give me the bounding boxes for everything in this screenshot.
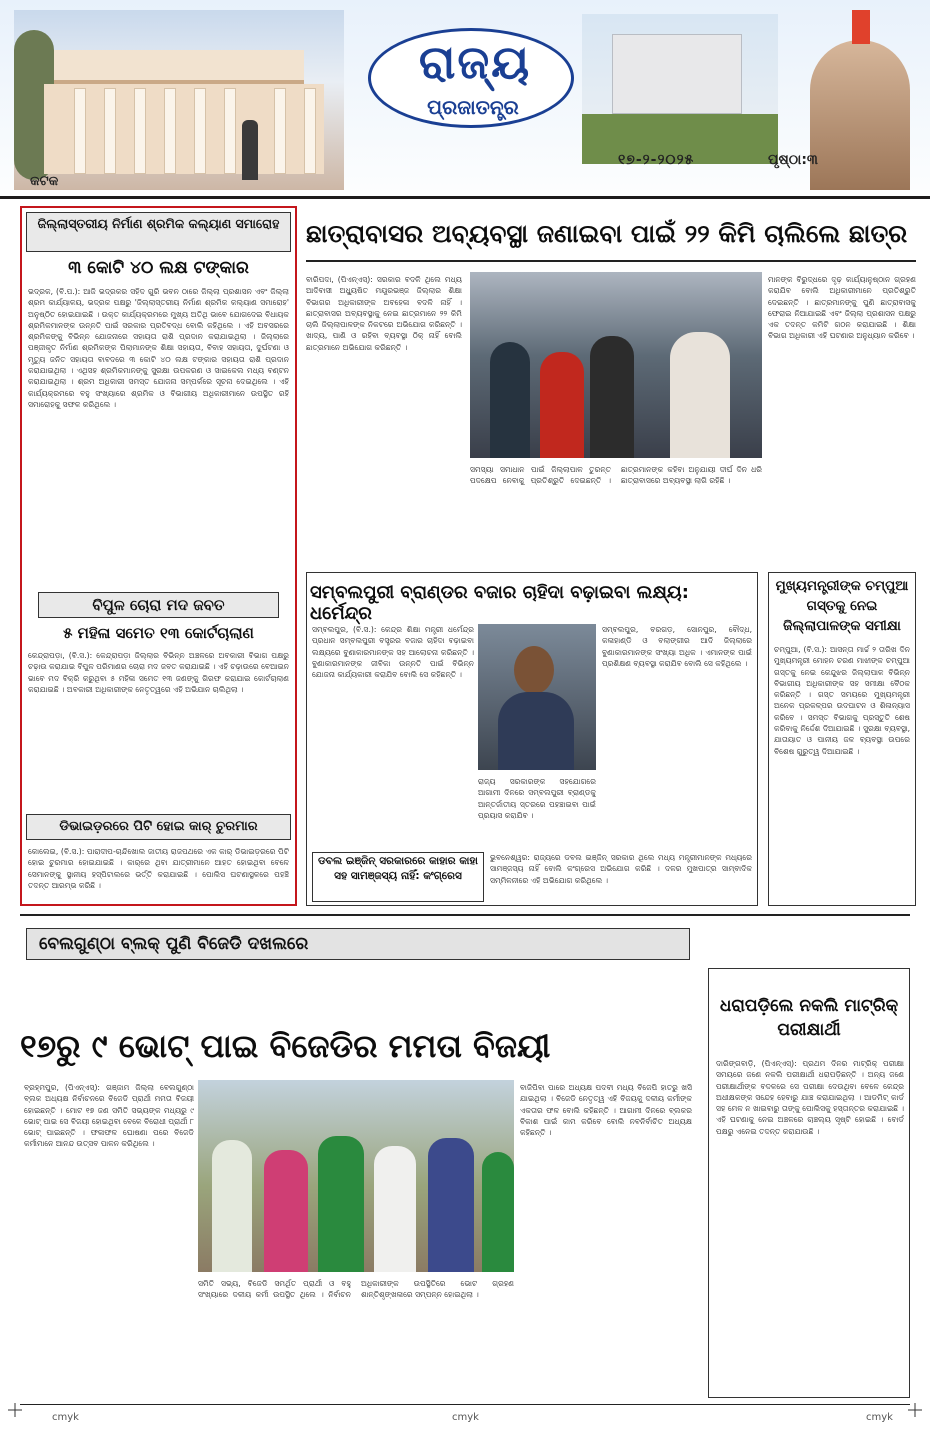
cmyk-mark-right: cmyk: [866, 1412, 893, 1423]
cm-headline: ମୁଖ୍ୟମନ୍ତ୍ରୀଙ୍କ ଚମ୍ପୁଆ ଗସ୍ତକୁ ନେଇ ଜିଲ୍ଲାପାଳଙ୍କ ସମୀକ୍ଷା: [775, 578, 909, 634]
article2-headline: ୫ ମହିଳା ସମେତ ୧୩ କୋର୍ଟଚାଲାଣ: [63, 624, 254, 642]
cmyk-mark-left: cmyk: [52, 1412, 79, 1423]
issue-date: ୧୭-୨-୨୦୨୫: [618, 152, 695, 168]
lead-body-a: ବାରିପଦା, (ପିଏନ୍‌ଏସ୍): ସରକାର ବଦଳି ଥିଲେ ମଧ୍ୟ ଆଦିବାସୀ ଅଧ୍ୟୁଷିତ ମୟୂରଭଞ୍ଜ ଜିଲ୍ଲାର ଶିକ୍ଷା ବିଭାଗର ଅଧିକାରୀଙ୍କ ଅବହେଳା ବଦଳି ନାହିଁ । ଛାତ୍ରାବାସର ଅବ୍ୟବସ୍ଥାକୁ ନେଇ ଛାତ୍ରମାନେ ୨୨ କିମି ଚାଲି ଜିଲ୍ଲାପାଳଙ୍କ ନିକଟରେ ଅଭିଯୋଗ କରିଛନ୍ତି । ଖାଦ୍ୟ, ପାଣି ଓ ରହିବା ବ୍ୟବସ୍ଥା ଠିକ୍ ନାହିଁ ବୋଲି ଛାତ୍ରମାନେ ଅଭିଯୋଗ କରିଛନ୍ତି ।: [306, 275, 462, 352]
footer-rule: [20, 1404, 910, 1405]
masthead: [0, 0, 930, 200]
pradhan-headline: ସମ୍ବଲପୁରୀ ବ୍ରାଣ୍ଡର ବଜାର ଚାହିଦା ବଢ଼ାଇବା ଲକ୍ଷ୍ୟ: ଧର୍ମେନ୍ଦ୍ର: [310, 582, 689, 624]
cmyk-mark-center: cmyk: [452, 1412, 479, 1423]
section-divider: [20, 914, 910, 916]
article2-kicker: ବିପୁଳ ଚୋରା ମଦ ଜବତ: [38, 592, 279, 618]
exam-headline: ଧରାପଡ଼ିଲେ ନକଲି ମାଟ୍ରିକ୍ ପରୀକ୍ଷାର୍ଥୀ: [719, 996, 899, 1040]
bjd-body-b: ସମିତି ସଭ୍ୟ, ବିଜେଡି ସମର୍ଥିତ ପ୍ରାର୍ଥୀ ଓ ବହୁ ସଂଖ୍ୟାରେ ଦଳୀୟ କର୍ମୀ ଉପସ୍ଥିତ ଥିଲେ । ନିର୍ବାଚନ ଅଧିକାରୀଙ୍କ ଉପସ୍ଥିତିରେ ଭୋଟ ଗ୍ରହଣ ଶାନ୍ତିଶୃଙ୍ଖଳାରେ ସମ୍ପନ୍ନ ହୋଇଥିଲା ।: [198, 1279, 514, 1300]
secretariat-photo: [582, 14, 778, 164]
pradhan-body-c: ସମ୍ବଲପୁର, ବରଗଡ଼, ସୋନପୁର, ବୌଦ୍ଧ, କଳାହାଣ୍ଡି ଓ ବଲାଙ୍ଗୀର ଆଦି ଜିଲ୍ଲାରେ ବୁଣାକାରମାନଙ୍କ ସଂଖ୍ୟା ଅଧିକ । ଏମାନଙ୍କ ପାଇଁ ପ୍ରଶିକ୍ଷଣ ବ୍ୟବସ୍ଥା କରାଯିବ ବୋଲି ସେ କହିଥିଲେ ।: [602, 625, 752, 668]
page-number: ପୃଷ୍ଠା:୩: [768, 152, 818, 168]
pradhan-body-b: ରାଜ୍ୟ ସରକାରଙ୍କ ସହଯୋଗରେ ଆଗାମୀ ଦିନରେ ସମ୍ବଲପୁରୀ ବ୍ରାଣ୍ଡକୁ ଆନ୍ତର୍ଜାତୀୟ ସ୍ତରରେ ପହଞ୍ଚାଇବା ପାଇଁ ପ୍ରୟାସ କରାଯିବ ।: [478, 777, 596, 820]
article1-headline: ୩ କୋଟି ୪୦ ଲକ୍ଷ ଟଙ୍କାର: [68, 258, 249, 278]
article2-subbody: କୋଲେଇ, (ବି.ସ.): ପାରାଦୀପ-ଚାନ୍ଦିଖୋଲ ଜାତୀୟ ରାଜପଥରେ ଏକ କାର୍ ଡିଭାଇଡ଼ରରେ ପିଟି ହୋଇ ଚୁରମାର ହୋଇଯାଇଛି । କାର୍‌ରେ ଥିବା ଯାତ୍ରୀମାନେ ଆହତ ହୋଇଥିବା ବେଳେ ସେମାନଙ୍କୁ ସ୍ଥାନୀୟ ହସ୍ପିଟାଲରେ ଭର୍ତ୍ତି କରାଯାଇଛି । ପୋଲିସ ଘଟଣାସ୍ଥଳରେ ପହଞ୍ଚି ତଦନ୍ତ ଆରମ୍ଭ କରିଛି ।: [28, 847, 289, 890]
bjd-body-c: ବାଜିପିବା ପାରେ ଅଧ୍ୟକ୍ଷ ପଦବୀ ମଧ୍ୟ ବିଜେପି ହାତରୁ ଖସି ଯାଇଥିଲା । ବିଜେଡି ନେତୃତ୍ୱ ଏହି ବିଜୟକୁ ଦଳୀୟ କର୍ମୀଙ୍କ ଏକତାର ଫଳ ବୋଲି କହିଛନ୍ତି । ଆଗାମୀ ଦିନରେ ବ୍ଲକର ବିକାଶ ପାଇଁ କାମ କରିବେ ବୋଲି ନବନିର୍ବାଚିତ ଅଧ୍ୟକ୍ଷ କହିଛନ୍ତି ।: [520, 1083, 692, 1138]
cm-body: ଚମ୍ପୁଆ, (ବି.ସ.): ଆସନ୍ତା ମାର୍ଚ୍ଚ ୨ ତାରିଖ ଦିନ ମୁଖ୍ୟମନ୍ତ୍ରୀ ମୋହନ ଚରଣ ମାଝୀଙ୍କ ଚମ୍ପୁଆ ଗସ୍ତକୁ ନେଇ କେନ୍ଦୁଝର ଜିଲ୍ଲାପାଳ ବିଭିନ୍ନ ବିଭାଗୀୟ ଅଧିକାରୀଙ୍କ ସହ ସମୀକ୍ଷା ବୈଠକ କରିଛନ୍ତି । ଗସ୍ତ ସମୟରେ ମୁଖ୍ୟମନ୍ତ୍ରୀ ଅନେକ ପ୍ରକଳ୍ପର ଉଦଘାଟନ ଓ ଶିଳାନ୍ୟାସ କରିବେ । ସମସ୍ତ ବିଭାଗକୁ ପ୍ରସ୍ତୁତି ଶେଷ କରିବାକୁ ନିର୍ଦ୍ଦେଶ ଦିଆଯାଇଛି । ସୁରକ୍ଷା ବ୍ୟବସ୍ଥା, ଯାତାୟାତ ଓ ପାନୀୟ ଜଳ ବ୍ୟବସ୍ଥା ଉପରେ ବିଶେଷ ଗୁରୁତ୍ୱ ଦିଆଯାଇଛି ।: [774, 645, 910, 756]
logo-title: ରାଜ୍ୟ: [418, 35, 532, 89]
lead-rule: [306, 260, 916, 262]
article1-kicker: ଜିଲ୍ଲାସ୍ତରୀୟ ନିର୍ମାଣ ଶ୍ରମିକ କଲ୍ୟାଣ ସମାରୋହ: [26, 212, 291, 252]
lead-body-b: ସମସ୍ୟା ସମାଧାନ ପାଇଁ ଜିଲ୍ଲାପାଳ ତୁରନ୍ତ ପଦକ୍ଷେପ ନେବାକୁ ପ୍ରତିଶ୍ରୁତି ଦେଇଛନ୍ତି । ଛାତ୍ରମାନଙ୍କ କହିବା ଅନୁଯାୟୀ ଦୀର୍ଘ ଦିନ ଧରି ଛାତ୍ରାବାସରେ ଅବ୍ୟବସ୍ଥା ଲାଗି ରହିଛି ।: [470, 465, 762, 486]
bjd-headline: ୧୭ରୁ ୯ ଭୋଟ୍ ପାଇ ବିଜେଡିର ମମତା ବିଜୟୀ: [20, 1027, 551, 1065]
logo-subtitle: ପ୍ରଜାତନ୍ତ୍ର: [427, 95, 519, 119]
city-label: କଟକ: [30, 174, 59, 189]
article1-body: ଭଦ୍ରକ, (ବି.ପ.): ଆଜି ଭଦ୍ରକର ସହିଦ ଗୁରି ଭବନ ଠାରେ ଜିଲ୍ଲା ପ୍ରଶାସନ ଏବଂ ଜିଲ୍ଲା ଶ୍ରମ କାର୍ଯ୍ୟାଳୟ, ଭଦ୍ରକ ପକ୍ଷରୁ 'ଜିଲ୍ଲାସ୍ତରୀୟ ନିର୍ମାଣ ଶ୍ରମିକ କଲ୍ୟାଣ ସମାରୋହ' ଅନୁଷ୍ଠିତ ହୋଇଯାଇଛି । ଉକ୍ତ କାର୍ଯ୍ୟକ୍ରମରେ ମୁଖ୍ୟ ଅତିଥି ଭାବେ ଯୋଗଦେଇ ବିଧାୟକ ଶ୍ରମିକମାନଙ୍କ ଉନ୍ନତି ପାଇଁ ସରକାର ପ୍ରତିବଦ୍ଧ ବୋଲି କହିଥିଲେ । ଏହି ଅବସରରେ ଶ୍ରମିକଙ୍କୁ ବିଭିନ୍ନ ଯୋଜନାରେ ସହାୟତା ରାଶି ପ୍ରଦାନ କରାଯାଇଥିଲା । ଜିଲ୍ଲାରେ ପଞ୍ଜୀକୃତ ନିର୍ମାଣ ଶ୍ରମିକଙ୍କ ପିଲାମାନଙ୍କ ଶିକ୍ଷା ସହାୟତା, ବିବାହ ସହାୟତା, ଦୁର୍ଘଟଣା ଓ ମୃତ୍ୟୁ ଜନିତ ସହାୟତା ବାବଦରେ ୩ କୋଟି ୪୦ ଲକ୍ଷ ଟଙ୍କାର ସହାୟତା ରାଶି ପ୍ରଦାନ କରାଯାଇଥିଲା । ଏଥିସହ ଶ୍ରମିକମାନଙ୍କୁ ସୁରକ୍ଷା ଉପକରଣ ଓ ସାଇକେଲ ମଧ୍ୟ ବଣ୍ଟନ କରାଯାଇଥିଲା । ଶ୍ରମ ଅଧିକାରୀ ସମସ୍ତ ଯୋଜନା ସମ୍ପର୍କରେ ସୂଚନା ଦେଇଥିଲେ । ଏହି କାର୍ଯ୍ୟକ୍ରମରେ ବହୁ ସଂଖ୍ୟାରେ ଶ୍ରମିକ ଓ ବିଭାଗୀୟ ଅଧିକାରୀମାନେ ଉପସ୍ଥିତ ରହି ସମାରୋହକୁ ସଫଳ କରିଥିଲେ ।: [28, 287, 289, 409]
registration-mark-right-icon: [908, 1402, 922, 1416]
students-photo: [470, 272, 762, 458]
lead-headline: ଛାତ୍ରାବାସର ଅବ୍ୟବସ୍ଥା ଜଣାଇବା ପାଇଁ ୨୨ କିମି ଚାଲିଲେ ଛାତ୍ର: [306, 219, 908, 248]
header-divider: [0, 196, 930, 199]
article2-subhead: ଡିଭାଇଡ଼ରରେ ପିଟି ହୋଇ କାର୍ ଚୁରମାର: [26, 814, 291, 840]
article2-body: କେନ୍ଦ୍ରାପଡ଼ା, (ବି.ସ.): କେନ୍ଦ୍ରାପଡ଼ା ଜିଲ୍ଲାର ବିଭିନ୍ନ ଅଞ୍ଚଳରେ ଅବକାରୀ ବିଭାଗ ପକ୍ଷରୁ ଚଢ଼ାଉ କରାଯାଇ ବିପୁଳ ପରିମାଣର ଚୋରା ମଦ ଜବତ କରାଯାଇଛି । ଏହି ଚଢ଼ାଉରେ ବେଆଇନ ଭାବେ ମଦ ବିକ୍ରି କରୁଥିବା ୫ ମହିଳା ସମେତ ୧୩ ଜଣଙ୍କୁ ଗିରଫ କରାଯାଇ କୋର୍ଟଚାଲାଣ କରାଯାଇଛି । ଅବକାରୀ ଅଧିକାରୀଙ୍କ ନେତୃତ୍ୱରେ ଏହି ଅଭିଯାନ ଚାଲିଥିଲା ।: [28, 651, 289, 694]
pradhan-photo: [478, 624, 596, 770]
registration-mark-left-icon: [8, 1402, 22, 1416]
lead-body-c: ମାନଙ୍କ ବିରୁଦ୍ଧରେ ଦୃଢ଼ କାର୍ଯ୍ୟାନୁଷ୍ଠାନ ଗ୍ରହଣ କରାଯିବ ବୋଲି ଅଧିକାରୀମାନେ ପ୍ରତିଶ୍ରୁତି ଦେଇଛନ୍ତି । ଛାତ୍ରମାନଙ୍କୁ ପୁଣି ଛାତ୍ରାବାସକୁ ଫେରାଇ ନିଆଯାଇଛି ଏବଂ ଜିଲ୍ଲା ପ୍ରଶାସନ ପକ୍ଷରୁ ଏକ ତଦନ୍ତ କମିଟି ଗଠନ କରାଯାଇଛି । ଶିକ୍ଷା ବିଭାଗ ଅଧିକାରୀ ଏହି ଘଟଣାର ଅନୁଧ୍ୟାନ କରିବେ ।: [768, 275, 916, 341]
bjd-body-a: ବ୍ରହ୍ମପୁର, (ପିଏନ୍‌ଏସ୍): ଗଞ୍ଜାମ ଜିଲ୍ଲା ବେଲଗୁଣ୍ଠା ବ୍ଲକ ଅଧ୍ୟକ୍ଷ ନିର୍ବାଚନରେ ବିଜେଡି ପ୍ରାର୍ଥୀ ମମତା ବିଜୟୀ ହୋଇଛନ୍ତି । ମୋଟ ୧୭ ଜଣ ସମିତି ସଭ୍ୟଙ୍କ ମଧ୍ୟରୁ ୯ ଭୋଟ୍ ପାଇ ସେ ବିଜୟୀ ହୋଇଥିବା ବେଳେ ବିରୋଧୀ ପ୍ରାର୍ଥୀ ୮ ଭୋଟ୍ ପାଇଛନ୍ତି । ଫଳାଫଳ ଘୋଷଣା ପରେ ବିଜେଡି କର୍ମୀମାନେ ଆନନ୍ଦ ଉତ୍ସବ ପାଳନ କରିଥିଲେ ।: [24, 1083, 194, 1149]
congress-headline: ଡବଲ ଇଞ୍ଜିନ୍ ସରକାରରେ କାହାର କାହା ସହ ସାମଞ୍ଜସ୍ୟ ନାହିଁ: କଂଗ୍ରେସ: [318, 855, 478, 882]
pradhan-body-a: ସମ୍ବଲପୁର, (ବି.ସ.): କେନ୍ଦ୍ର ଶିକ୍ଷା ମନ୍ତ୍ରୀ ଧର୍ମେନ୍ଦ୍ର ପ୍ରଧାନ ସମ୍ବଲପୁରୀ ବସ୍ତ୍ରର ବଜାର ଚାହିଦା ବଢ଼ାଇବା ଲକ୍ଷ୍ୟରେ ବୁଣାକାରମାନଙ୍କ ସହ ଆଲୋଚନା କରିଛନ୍ତି । ବୁଣାକାରମାନଙ୍କ ଜୀବିକା ଉନ୍ନତି ପାଇଁ ବିଭିନ୍ନ ଯୋଜନା କାର୍ଯ୍ୟକାରୀ କରାଯିବ ବୋଲି ସେ କହିଛନ୍ତି ।: [312, 625, 474, 680]
exam-body: ଦାରିଙ୍ଗବାଡ଼ି, (ପିଏନ୍‌ଏସ୍): ପ୍ରଥମ ଦିନର ମାଟ୍ରିକ୍ ପରୀକ୍ଷା ସମୟରେ ଜଣେ ନକଲି ପରୀକ୍ଷାର୍ଥୀ ଧରାପଡ଼ିଛନ୍ତି । ଅନ୍ୟ ଜଣେ ପରୀକ୍ଷାର୍ଥୀଙ୍କ ବଦଳରେ ସେ ପରୀକ୍ଷା ଦେଉଥିବା ବେଳେ କେନ୍ଦ୍ର ଅଧୀକ୍ଷକଙ୍କ ସନ୍ଦେହ ହେବାରୁ ଯାଞ୍ଚ କରାଯାଇଥିଲା । ଆଡମିଟ୍ କାର୍ଡ ସହ ମେଳ ନ ଖାଇବାରୁ ତାଙ୍କୁ ପୋଲିସକୁ ହସ୍ତାନ୍ତର କରାଯାଇଛି । ଏହି ଘଟଣାକୁ ନେଇ ଅଞ୍ଚଳରେ ଚାଞ୍ଚଲ୍ୟ ସୃଷ୍ଟି ହୋଇଛି । ବୋର୍ଡ ପକ୍ଷରୁ ଏନେଇ ତଦନ୍ତ କରାଯାଉଛି ।: [716, 1059, 904, 1136]
assembly-building-photo: [14, 10, 344, 190]
bjd-kicker: ବେଲଗୁଣ୍ଠା ବ୍ଲକ୍ ପୁଣି ବିଜେଡି ଦଖଲରେ: [26, 928, 690, 960]
bjd-celebration-photo: [198, 1080, 514, 1272]
congress-body: ଭୁବନେଶ୍ୱର: ରାଜ୍ୟରେ ଡବଲ ଇଞ୍ଜିନ୍ ସରକାର ଥିଲେ ମଧ୍ୟ ମନ୍ତ୍ରୀମାନଙ୍କ ମଧ୍ୟରେ ସାମଞ୍ଜସ୍ୟ ନାହିଁ ବୋଲି କଂଗ୍ରେସ ଅଭିଯୋଗ କରିଛି । ଦଳର ମୁଖପାତ୍ର ସାମ୍ବାଦିକ ସମ୍ମିଳନୀରେ ଏହି ଅଭିଯୋଗ କରିଥିଲେ ।: [490, 853, 752, 885]
